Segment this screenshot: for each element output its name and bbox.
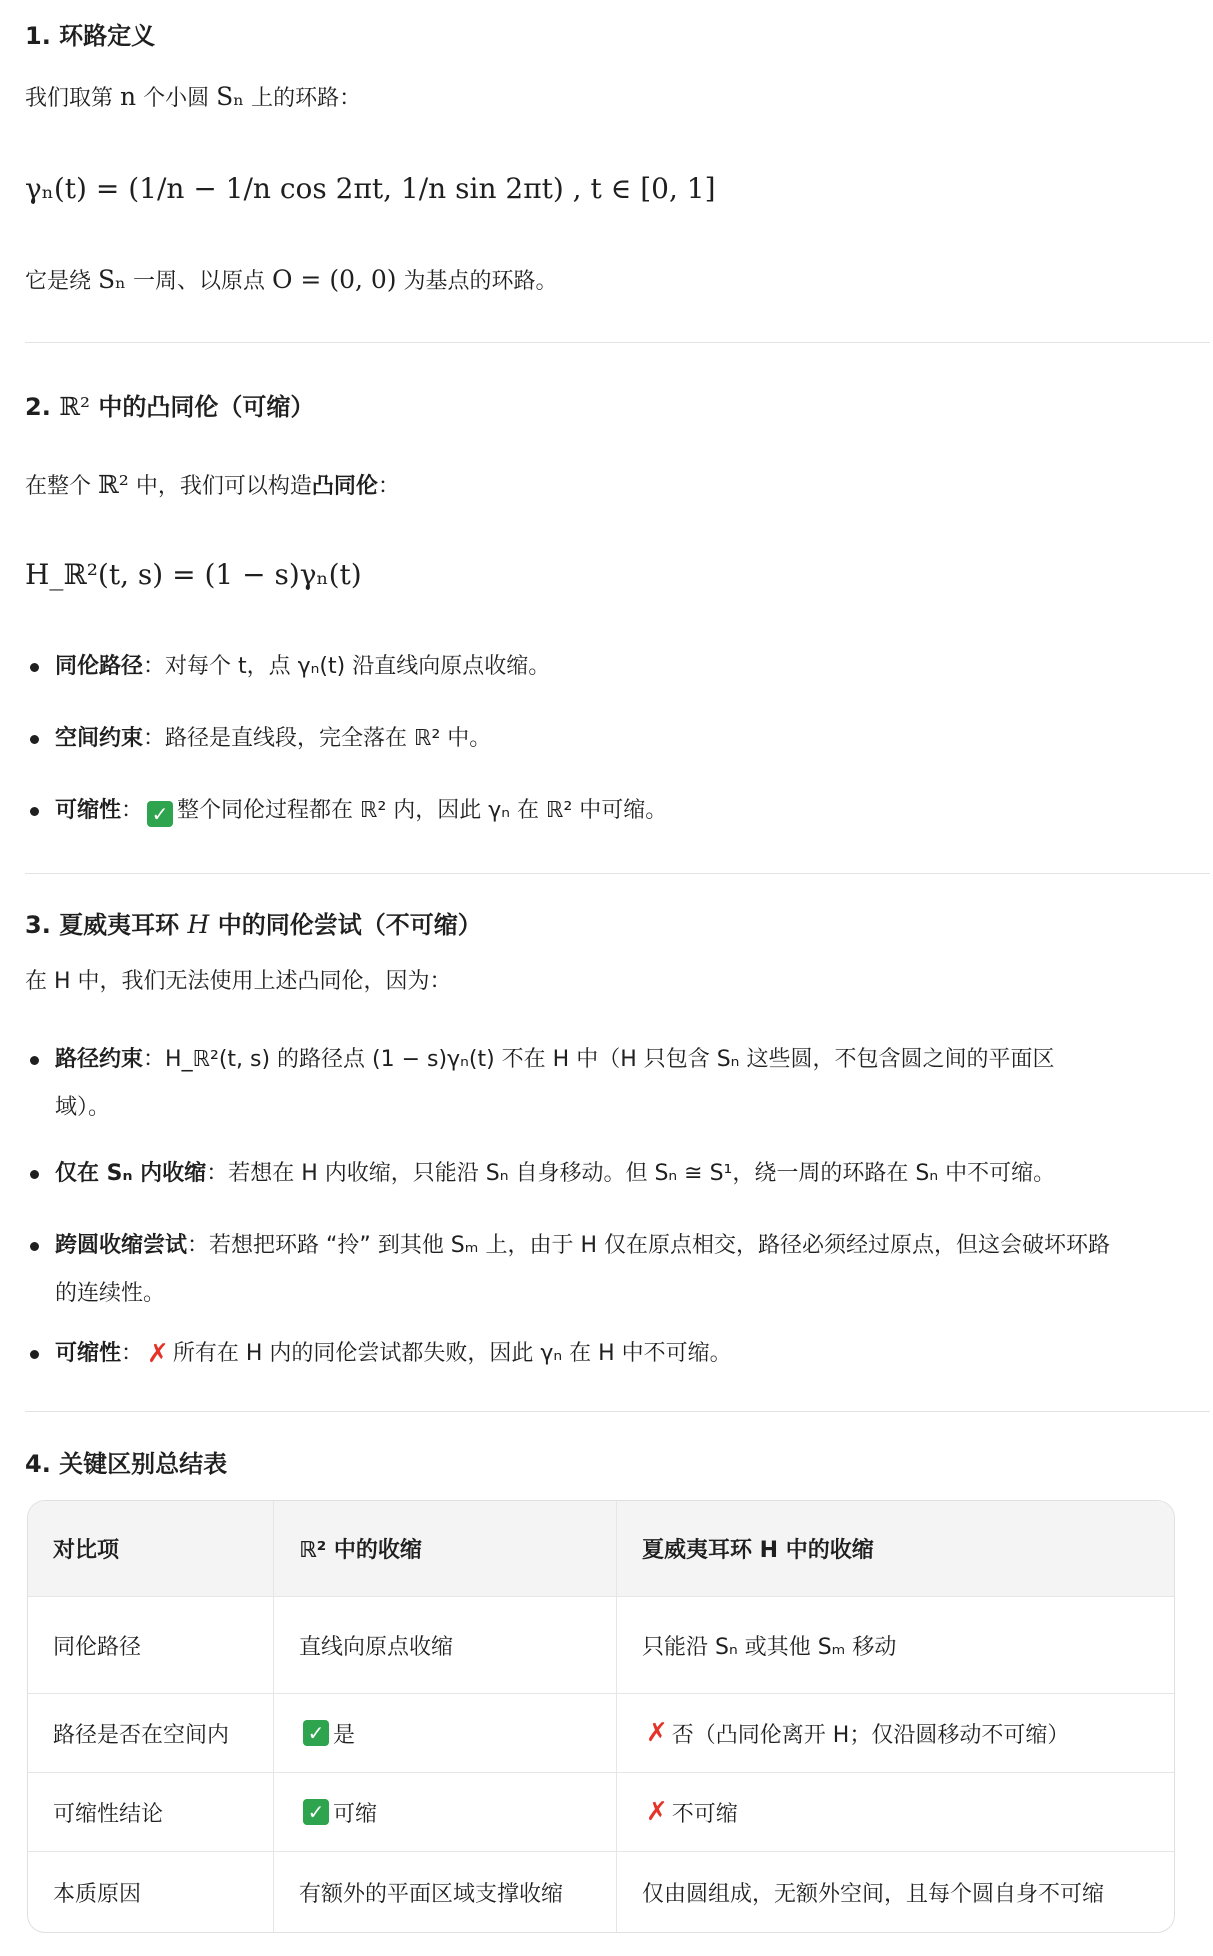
section-2-intro: 在整个 ℝ² 中，我们可以构造凸同伦：	[25, 470, 400, 499]
list-item: 空间约束：路径是直线段，完全落在 ℝ² 中。	[30, 715, 1210, 763]
divider	[25, 342, 1210, 343]
comparison-table	[27, 1500, 1175, 1933]
section-3-heading: 3. 夏威夷耳环 H 中的同伦尝试（不可缩）	[25, 910, 482, 939]
table-cell: 有额外的平面区域支撑收缩	[273, 1852, 616, 1932]
section-4-heading: 4. 关键区别总结表	[25, 1450, 228, 1478]
table-cell: 直线向原点收缩	[273, 1597, 616, 1693]
cross-mark-icon: ✗	[147, 1339, 169, 1369]
bullet	[30, 1350, 39, 1359]
bullet	[30, 1242, 39, 1251]
cross-mark-icon: ✗	[646, 1718, 668, 1748]
bullet	[30, 1170, 39, 1179]
table-header-cell: 对比项	[53, 1538, 120, 1563]
list-item: 路径约束：H_ℝ²(t, s) 的路径点 (1 − s)γₙ(t) 不在 H 中（H 只包含 Sₙ 这些圆，不包含圆之间的平面区 域）。	[30, 1036, 1210, 1132]
table-cell: 本质原因	[53, 1881, 142, 1907]
table-row	[28, 1773, 1174, 1851]
list-item: 仅在 Sₙ 内收缩：若想在 H 内收缩，只能沿 Sₙ 自身移动。但 Sₙ ≅ S¹，绕一周的环路在 Sₙ 中不可缩。	[30, 1150, 1210, 1198]
bullet	[30, 807, 39, 816]
list-item: 可缩性： ✗ 所有在 H 内的同伦尝试都失败，因此 γₙ 在 H 中不可缩。	[30, 1330, 1210, 1378]
bullet	[30, 663, 39, 672]
divider	[25, 1411, 1210, 1412]
loop-equation: γₙ(t) = (1/n − 1/n cos 2πt, 1/n sin 2πt) , t ∈ [0, 1]	[25, 172, 716, 205]
table-cell: ✓ 是	[273, 1694, 616, 1772]
table-cell: ✗ 不可缩	[616, 1773, 1174, 1851]
table-header-row	[28, 1501, 1174, 1596]
list-item: 同伦路径：对每个 t，点 γₙ(t) 沿直线向原点收缩。	[30, 643, 1210, 691]
table-cell: 只能沿 Sₙ 或其他 Sₘ 移动	[616, 1597, 1174, 1693]
list-item: 可缩性： ✓ 整个同伦过程都在 ℝ² 内，因此 γₙ 在 ℝ² 中可缩。	[30, 787, 1210, 835]
table-header-cell: 夏威夷耳环 H 中的收缩	[616, 1501, 1174, 1596]
section-1-heading: 1. 环路定义	[25, 22, 156, 50]
section-2-heading: 2. ℝ² 中的凸同伦（可缩）	[25, 392, 315, 421]
table-row	[28, 1597, 1174, 1693]
check-mark-icon: ✓	[303, 1799, 329, 1825]
table-header-cell: ℝ² 中的收缩	[273, 1501, 616, 1596]
table-cell: 仅由圆组成，无额外空间，且每个圆自身不可缩	[616, 1852, 1174, 1932]
table-cell: 同伦路径	[53, 1634, 142, 1660]
convex-homotopy-equation: H_ℝ²(t, s) = (1 − s)γₙ(t)	[25, 558, 362, 591]
cross-mark-icon: ✗	[646, 1797, 668, 1827]
check-mark-icon: ✓	[147, 801, 173, 827]
list-item: 跨圆收缩尝试：若想把环路 “拎” 到其他 Sₘ 上，由于 H 仅在原点相交，路径必须经过原点，但这会破坏环路 的连续性。	[30, 1222, 1210, 1318]
section-1-note: 它是绕 Sₙ 一周、以原点 O = (0, 0) 为基点的环路。	[25, 265, 558, 294]
table-row	[28, 1852, 1174, 1932]
bullet	[30, 1056, 39, 1065]
bullet	[30, 735, 39, 744]
table-cell: ✗ 否（凸同伦离开 H；仅沿圆移动不可缩）	[616, 1694, 1174, 1772]
table-cell: 可缩性结论	[53, 1801, 164, 1827]
section-3-intro: 在 H 中，我们无法使用上述凸同伦，因为：	[25, 969, 452, 994]
check-mark-icon: ✓	[303, 1720, 329, 1746]
table-cell: ✓ 可缩	[273, 1773, 616, 1851]
section-1-intro: 我们取第 n 个小圆 Sₙ 上的环路：	[25, 82, 362, 111]
table-row	[28, 1694, 1174, 1772]
table-cell: 路径是否在空间内	[53, 1722, 230, 1748]
divider	[25, 873, 1210, 874]
